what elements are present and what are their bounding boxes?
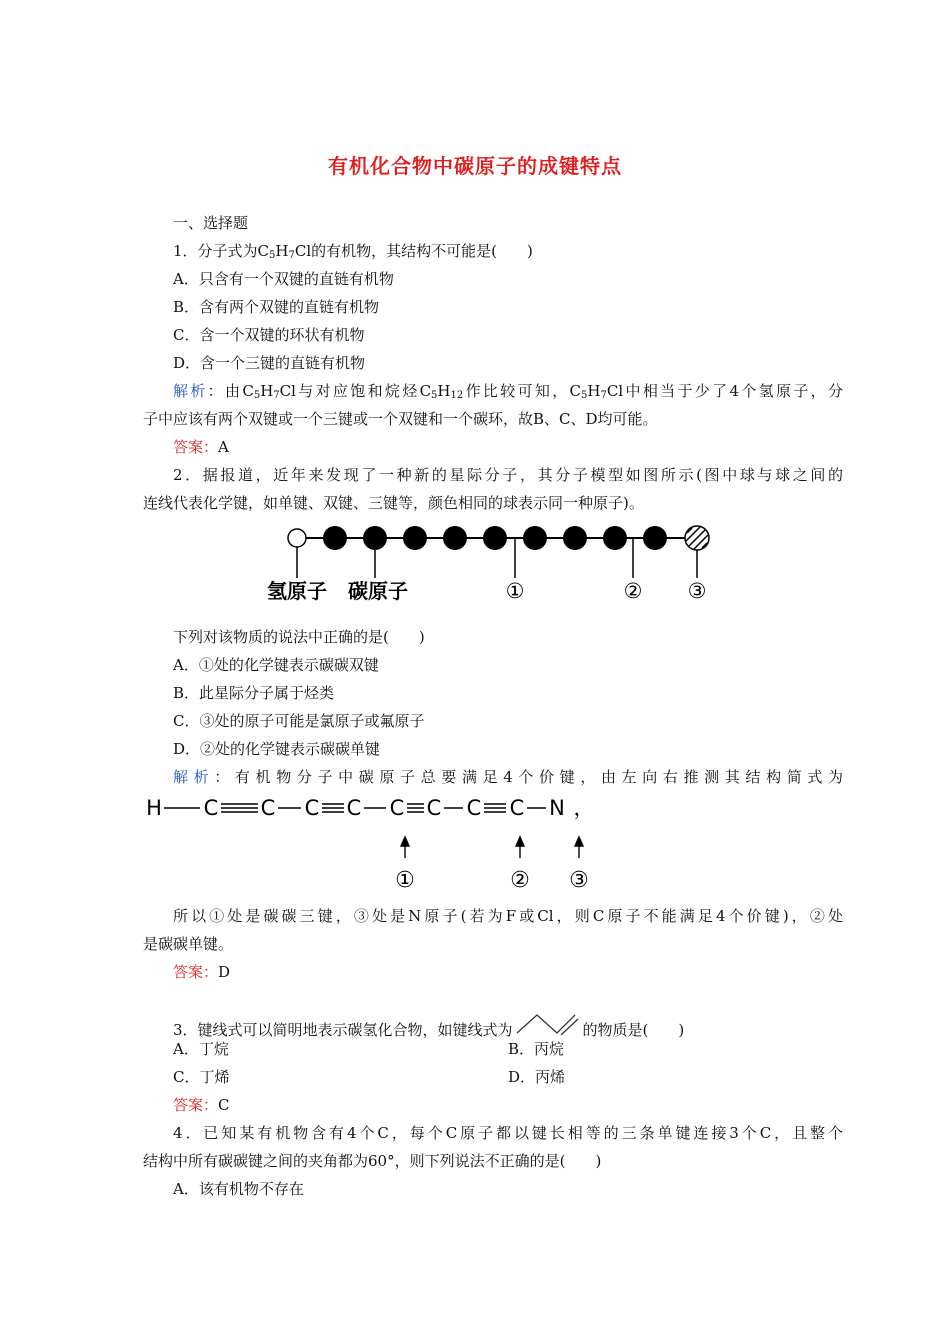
q3-answer: 答案：C [173,1096,230,1114]
formula-mark-2: ② [510,868,530,893]
q2-analysis-line1: 解析：有机物分子中碳原子总要满足4个价键，由左向右推测其结构简式为 [173,768,843,786]
q3-stem: 3．键线式可以简明地表示碳氢化合物，如键线式为 的物质是( ) [143,1011,843,1041]
q2-question: 下列对该物质的说法中正确的是( ) [173,628,425,646]
svg-text:C: C [203,796,219,820]
svg-text:，: ， [573,796,595,820]
q2-answer: 答案：D [173,963,231,981]
label-mark-2: ② [623,579,643,603]
q2-stem-line2: 连线代表化学键，如单键、双键、三键等，颜色相同的球表示同一种原子)。 [143,494,644,512]
q1-analysis-line1: 解析：由$C_5H_7Cl$与对应饱和烷烃$C_5H_{12}$作比较可知，$C_5H_7Cl$中相当于少了4个氢原子，分 [173,382,843,401]
q1-analysis-line2: 子中应该有两个双键或一个三键或一个双键和一个碳环，故B、C、D均可能。 [143,410,658,428]
carbon-atom-ball [483,526,507,550]
svg-text:C: C [346,796,362,820]
carbon-atom-ball [643,526,667,550]
carbon-atom-ball [603,526,627,550]
q4-option-a: A．该有机物不存在 [173,1180,304,1198]
q3-option-d: D．丙烯 [508,1068,566,1086]
label-mark-3: ③ [687,579,707,603]
q2-analysis-line3: 是碳碳单键。 [143,935,234,953]
q4-stem-line1: 4．已知某有机物含有4个C，每个C原子都以键长相等的三条单键连接3个C，且整个 [173,1124,843,1142]
svg-text:C: C [304,796,320,820]
q1-option-c: C．含一个双键的环状有机物 [173,326,365,344]
structural-formula [140,790,600,895]
q1-option-a: A．只含有一个双键的直链有机物 [173,270,394,288]
q3-option-c: C．丁烯 [173,1068,230,1086]
formula-mark-3: ③ [569,868,589,893]
q2-option-a: A．①处的化学键表示碳碳双键 [173,656,379,674]
q3-option-b: B．丙烷 [508,1040,565,1058]
q2-option-c: C．③处的原子可能是氯原子或氟原子 [173,712,425,730]
formula-mark-1: ① [395,868,415,893]
svg-text:C: C [389,796,405,820]
q1-option-b: B．含有两个双键的直链有机物 [173,298,380,316]
section-heading: 一、选择题 [173,214,249,232]
bond-line-formula [515,1011,581,1041]
carbon-atom-ball [323,526,347,550]
carbon-atom-ball [443,526,467,550]
label-mark-1: ① [505,579,525,603]
svg-text:C: C [466,796,482,820]
q2-stem-line1: 2．据报道，近年来发现了一种新的星际分子，其分子模型如图所示(图中球与球之间的 [173,466,843,484]
label-hydrogen: 氢原子 [267,579,327,603]
hydrogen-atom-ball [288,529,306,547]
q1-answer: 答案：A [173,438,229,456]
carbon-atom-ball [523,526,547,550]
q4-stem-line2: 结构中所有碳碳键之间的夹角都为60°，则下列说法不正确的是( ) [143,1152,602,1170]
carbon-atom-ball [403,526,427,550]
q2-option-b: B．此星际分子属于烃类 [173,684,335,702]
page-title: 有机化合物中碳原子的成键特点 [328,154,622,178]
svg-text:N: N [549,796,565,820]
molecule-model-figure [250,520,730,612]
q1-stem: 1．分子式为$C_5H_7Cl$的有机物，其结构不可能是( ) [173,242,533,261]
carbon-atom-ball [363,526,387,550]
svg-text:C: C [509,796,525,820]
svg-text:H: H [146,796,162,820]
q2-analysis-line2: 所以①处是碳碳三键，③处是N原子(若为F或Cl，则C原子不能满足4个价键)，②处 [173,907,843,925]
svg-text:C: C [260,796,276,820]
q2-option-d: D．②处的化学键表示碳碳单键 [173,740,381,758]
q1-option-d: D．含一个三键的直链有机物 [173,354,366,372]
q3-option-a: A．丁烷 [173,1040,229,1058]
carbon-atom-ball [563,526,587,550]
label-carbon: 碳原子 [348,579,408,603]
svg-text:C: C [426,796,442,820]
